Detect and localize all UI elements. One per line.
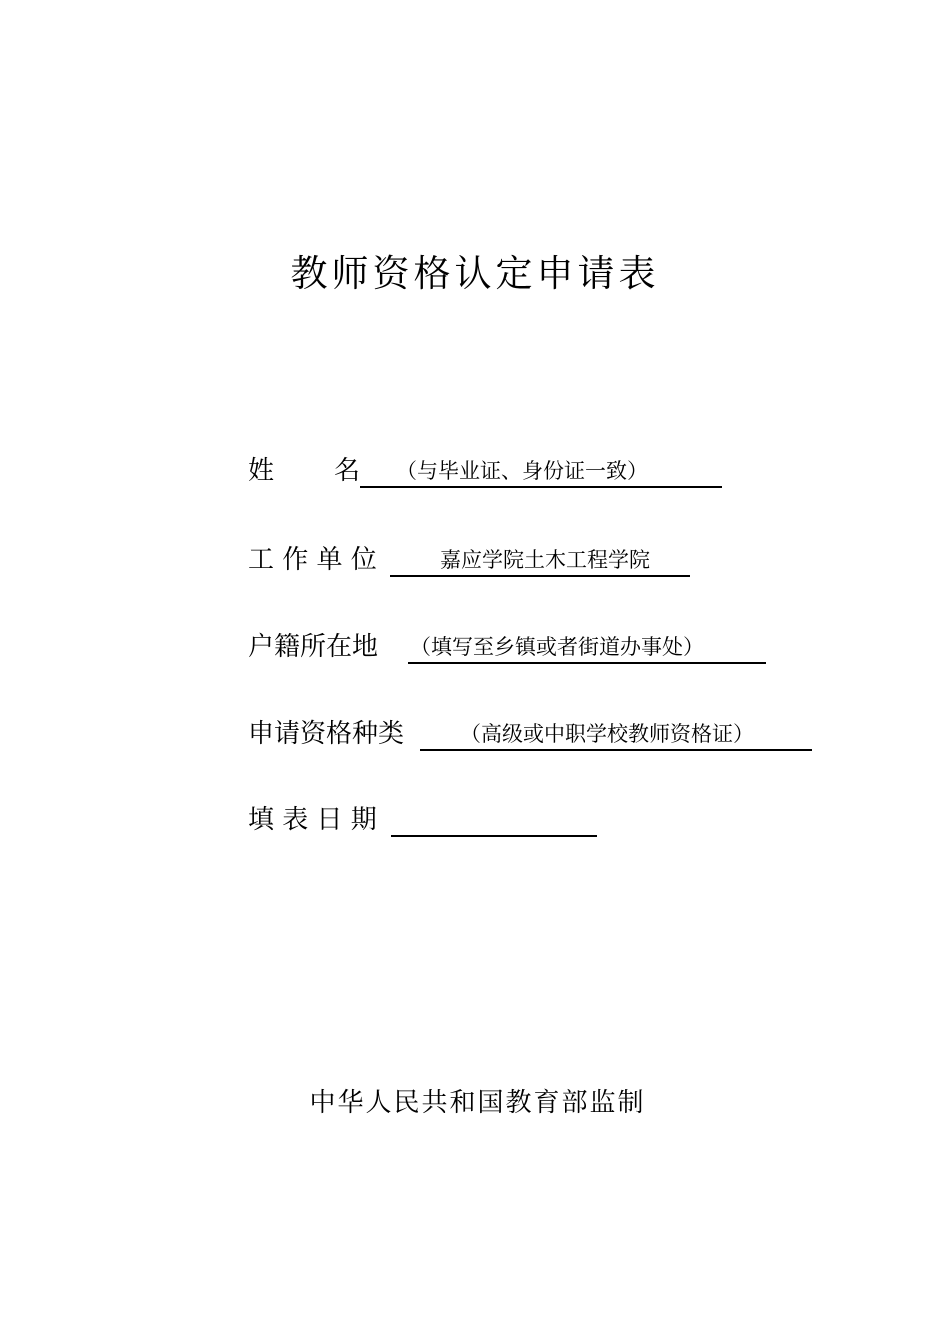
- field-name: [248, 448, 722, 488]
- form-title: 教师资格认定申请表: [290, 252, 660, 295]
- field-name-value[interactable]: （与毕业证、身份证一致）: [360, 456, 722, 488]
- field-fill-date-value[interactable]: [391, 805, 597, 837]
- field-name-label-char-1: 姓: [248, 456, 275, 486]
- field-work-unit: [248, 537, 690, 577]
- field-name-label-char-2: 名: [333, 456, 360, 486]
- field-household-registration-label: 户籍所在地: [248, 632, 379, 662]
- field-fill-date-label: 填 表 日 期: [248, 805, 377, 835]
- field-qualification-type: [248, 711, 812, 751]
- field-work-unit-label: 工 作 单 位: [248, 545, 377, 575]
- field-household-registration-value[interactable]: （填写至乡镇或者街道办事处）: [408, 632, 766, 664]
- field-qualification-type-label: 申请资格种类: [248, 719, 405, 749]
- issuer-footer: 中华人民共和国教育部监制: [309, 1088, 646, 1118]
- field-household-registration: [248, 624, 766, 664]
- field-qualification-type-value[interactable]: （高级或中职学校教师资格证）: [420, 719, 812, 751]
- field-fill-date: [248, 797, 597, 837]
- field-name-label: [248, 454, 360, 488]
- field-work-unit-value[interactable]: 嘉应学院土木工程学院: [390, 545, 690, 577]
